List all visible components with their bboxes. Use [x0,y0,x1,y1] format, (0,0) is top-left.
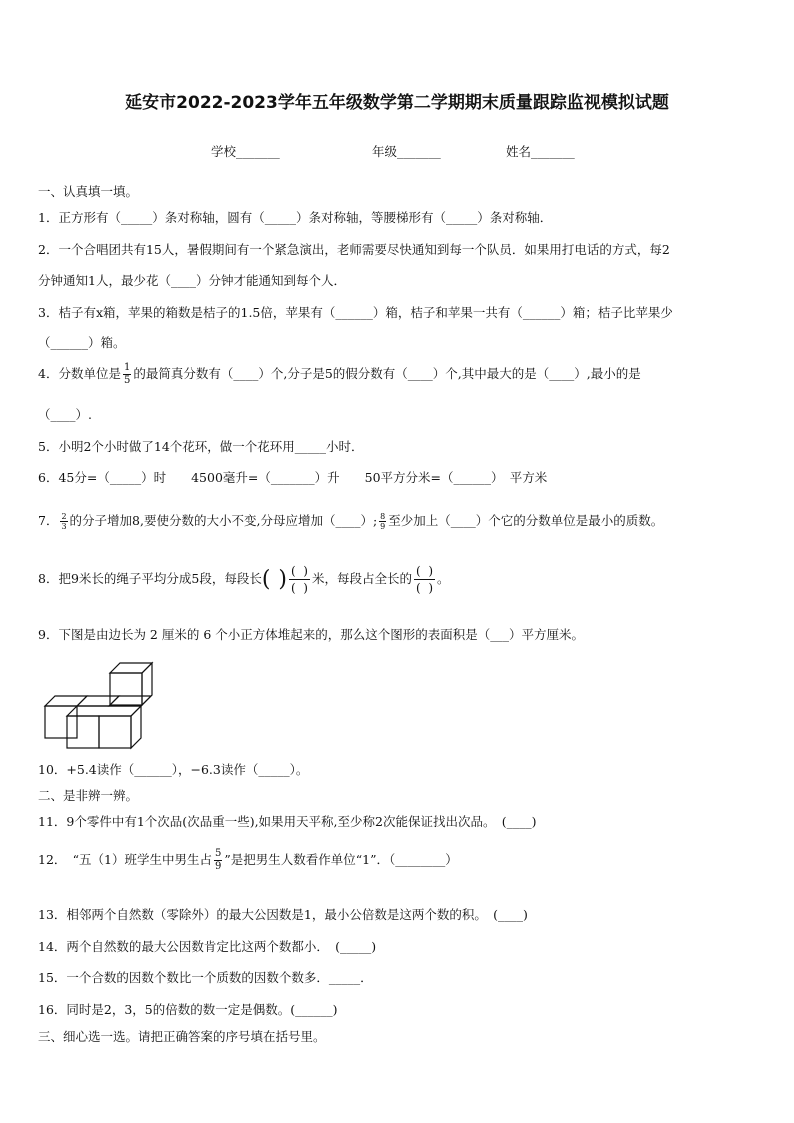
question-13: 13．相邻两个自然数（零除外）的最大公因数是1，最小公倍数是这两个数的积。 (____) [38,907,528,922]
fraction-denominator: 9 [215,861,222,872]
cube-top-face [110,663,152,673]
question-4-line-1 [38,362,641,387]
question-12-prefix: 12． “五（1）班学生中男生占 [38,852,212,867]
fraction-denominator: 3 [61,522,67,531]
question-5: 5．小明2个小时做了14个花环，做一个花环用_____小时． [38,439,364,454]
question-7-prefix: 7． [38,513,59,528]
cube-top-face [45,696,87,706]
section-heading-2: 二、是非辨一辨。 [38,788,139,803]
school-field: 学校_______ [211,144,280,159]
question-8-middle: 米，每段占全长的 [312,571,413,586]
cube-front-face [99,716,131,748]
question-10: 10．+5.4读作（______），−6.3读作（_____）。 [38,762,309,777]
fraction-numerator: 1 [123,362,131,373]
fraction-denominator-blank: ( ) [291,581,308,595]
right-paren: ) [278,567,287,592]
question-8 [38,563,450,596]
question-7-middle: 的分子增加8,要使分数的大小不变,分母应增加（____）; [69,513,378,528]
question-7-suffix: 至少加上（____）个它的分数单位是最小的质数。 [388,513,664,528]
page-title: 延安市2022-2023学年五年级数学第二学期期末质量跟踪监视模拟试题 [125,93,669,113]
question-9: 9．下图是由边长为 2 厘米的 6 个小正方体堆起来的，那么这个图形的表面积是（___）平方厘米。 [38,627,585,642]
question-4-suffix: 的最简真分数有（____）个,分子是5的假分数有（____）个,其中最大的是（____）,最小的是 [133,366,641,381]
cube-top-face [67,706,141,716]
question-7 [38,511,663,531]
question-3-line-2: （______）箱。 [38,335,126,350]
section-heading-3: 三、细心选一选。请把正确答案的序号填在括号里。 [38,1029,326,1044]
question-12-suffix: ”是把男生人数看作单位“1”．（________） [224,852,458,867]
question-3-line-1: 3．桔子有x箱，苹果的箱数是桔子的1.5倍，苹果有（______）箱，桔子和苹果一共有（______）箱；桔子比苹果少 [38,305,673,320]
fraction-one-fifth [123,362,131,387]
fraction-numerator: 8 [380,512,386,521]
question-2-line-1: 2．一个合唱团共有15人，暑假期间有一个紧急演出，老师需要尽快通知到每一个队员．如果用打电话的方式，每2 [38,242,670,257]
question-6: 6．45分=（_____）时 4500毫升=（_______）升 50平方分米=（______） 平方米 [38,470,548,485]
section-heading-1: 一、认真填一填。 [38,184,139,199]
fraction-two-thirds [60,512,67,531]
question-16: 16．同时是2，3，5的倍数的数一定是偶数。(______) [38,1002,338,1017]
left-paren: ( [261,567,271,592]
fraction-numerator-blank: ( ) [291,564,308,578]
question-2-line-2: 分钟通知1人，最少花（____）分钟才能通知到每个人． [38,273,346,288]
question-12 [38,848,458,873]
fraction-denominator: 9 [380,522,386,531]
question-4-prefix: 4．分数单位是 [38,366,121,381]
blank-fraction-length [289,563,310,596]
question-4-line-2: （____）. [38,407,92,422]
fraction-numerator-blank: ( ) [416,564,434,578]
fraction-five-ninths [214,848,222,873]
fraction-numerator: 5 [215,848,222,859]
blank-fraction-share [414,563,435,596]
question-11: 11．9个零件中有1个次品(次品重一些),如果用天平称,至少称2次能保证找出次品。 (____) [38,814,537,829]
cube-stack-figure [40,655,160,755]
question-8-prefix: 8．把9米长的绳子平均分成5段，每段长 [38,571,262,586]
fraction-denominator-blank: ( ) [416,581,434,595]
question-1: 1．正方形有（_____）条对称轴，圆有（_____）条对称轴，等腰梯形有（_____）条对称轴． [38,210,553,225]
fraction-eight-ninths [379,512,386,531]
question-15: 15．一个合数的因数个数比一个质数的因数个数多．_____． [38,970,373,985]
name-field: 姓名_______ [506,144,575,159]
question-14: 14．两个自然数的最大公因数肯定比这两个数都小． (_____) [38,939,377,954]
question-8-suffix: 。 [437,571,450,586]
cube-front-face [67,716,99,748]
fraction-denominator: 5 [123,375,131,386]
cube-side-face [131,706,141,748]
fraction-numerator: 2 [61,512,67,521]
cube-side-face [142,663,152,705]
grade-field: 年级_______ [372,144,441,159]
